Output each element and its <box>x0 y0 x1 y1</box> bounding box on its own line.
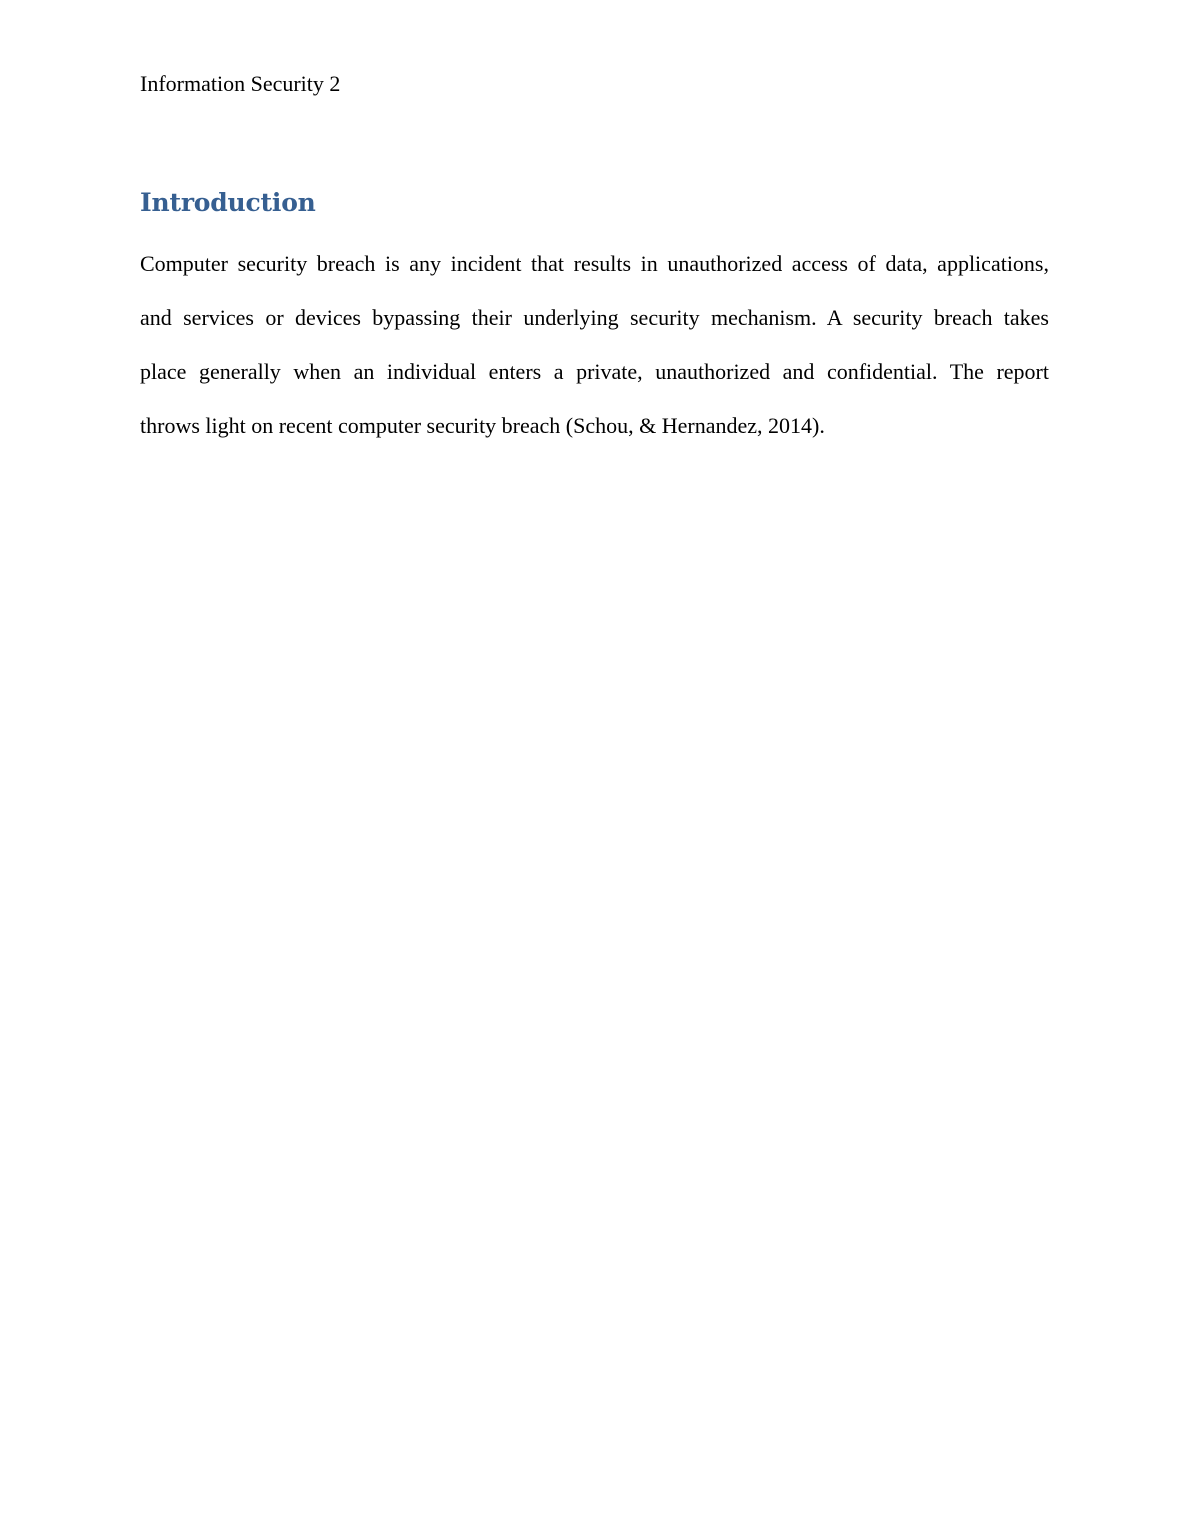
running-head: Information Security 2 <box>140 71 341 96</box>
paragraph-line: throws light on recent computer security breach (Schou, & Hernandez, 2014). <box>140 413 825 438</box>
section-heading-introduction: Introduction <box>140 188 316 217</box>
paragraph-line: Computer security breach is any incident that results in unauthorized access of data, applications, <box>140 251 1049 276</box>
paragraph-line: place generally when an individual enters a private, unauthorized and confidential. The report <box>140 359 1049 384</box>
introduction-paragraph <box>140 237 1049 453</box>
paragraph-line: and services or devices bypassing their underlying security mechanism. A security breach takes <box>140 305 1049 330</box>
